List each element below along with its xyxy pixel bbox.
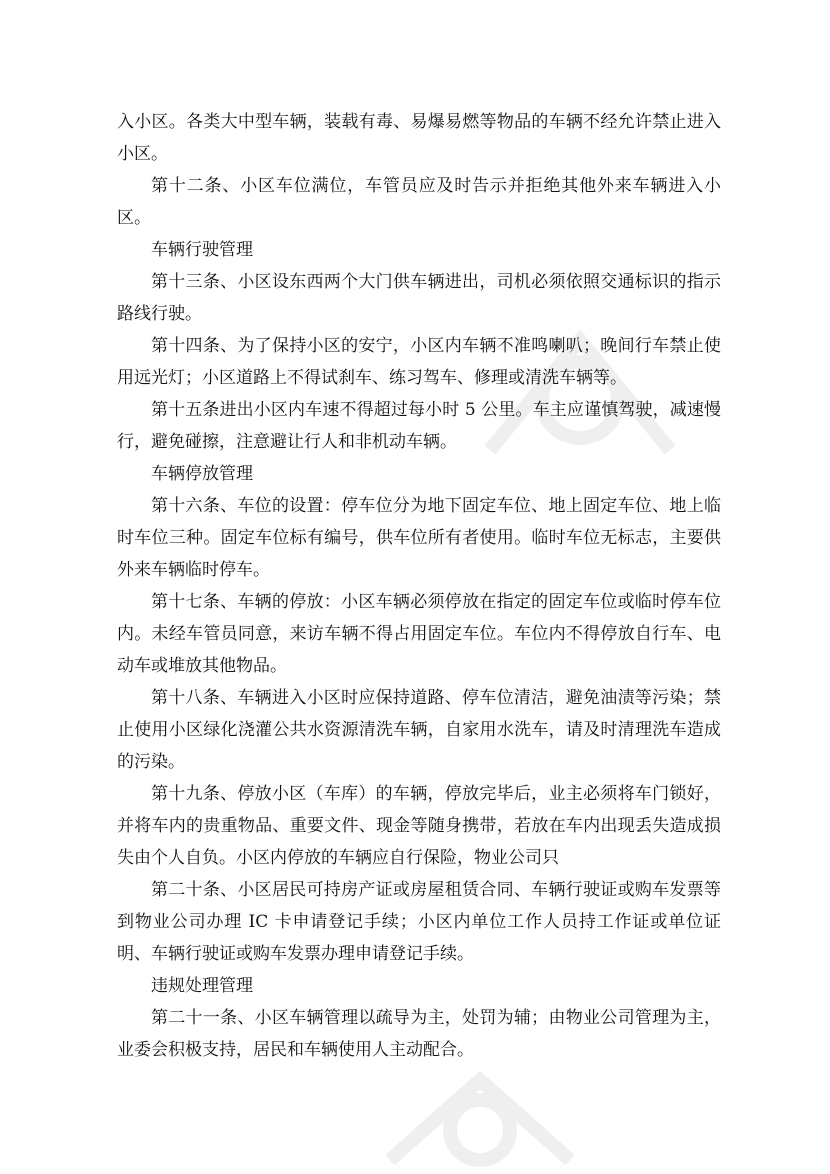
section-heading-violations: 违规处理管理 (151, 976, 253, 996)
document-body (117, 106, 721, 1066)
watermark-mark-lower (370, 1060, 590, 1170)
article-15: 第十五条进出小区内车速不得超过每小时 5 公里。车主应谨慎驾驶，减速慢行，避免碰擦，注意避让行人和非机动车辆。 (117, 400, 721, 452)
article-16: 第十六条、车位的设置：停车位分为地下固定车位、地上固定车位、地上临时车位三种。固定车位标有编号，供车位所有者使用。临时车位无标志，主要供外来车辆临时停车。 (117, 496, 721, 580)
section-heading-parking: 车辆停放管理 (151, 464, 253, 484)
article-14: 第十四条、为了保持小区的安宁，小区内车辆不准鸣喇叭；晚间行车禁止使用远光灯；小区道路上不得试刹车、练习驾车、修理或清洗车辆等。 (117, 336, 721, 388)
article-13: 第十三条、小区设东西两个大门供车辆进出，司机必须依照交通标识的指示路线行驶。 (117, 272, 721, 324)
article-18: 第十八条、车辆进入小区时应保持道路、停车位清洁，避免油渍等污染；禁止使用小区绿化浇灌公共水资源清洗车辆，自家用水洗车，请及时清理洗车造成的污染。 (117, 688, 721, 772)
article-20: 第二十条、小区居民可持房产证或房屋租赁合同、车辆行驶证或购车发票等到物业公司办理 IC 卡申请登记手续；小区内单位工作人员持工作证或单位证明、车辆行驶证或购车发票办理申请登记手续。 (117, 880, 721, 964)
article-12: 第十二条、小区车位满位，车管员应及时告示并拒绝其他外来车辆进入小区。 (117, 176, 721, 228)
section-heading-driving: 车辆行驶管理 (151, 240, 253, 260)
article-17: 第十七条、车辆的停放：小区车辆必须停放在指定的固定车位或临时停车位内。未经车管员同意，来访车辆不得占用固定车位。车位内不得停放自行车、电动车或堆放其他物品。 (117, 592, 721, 676)
article-19: 第十九条、停放小区（车库）的车辆，停放完毕后，业主必须将车门锁好，并将车内的贵重物品、重要文件、现金等随身携带，若放在车内出现丢失造成损失由个人自负。小区内停放的车辆应自行保险，物业公司只 (117, 784, 721, 868)
article-21: 第二十一条、小区车辆管理以疏导为主，处罚为辅；由物业公司管理为主，业委会积极支持，居民和车辆使用人主动配合。 (117, 1008, 721, 1060)
paragraph-continuation: 入小区。各类大中型车辆，装载有毒、易爆易燃等物品的车辆不经允许禁止进入小区。 (117, 112, 721, 164)
